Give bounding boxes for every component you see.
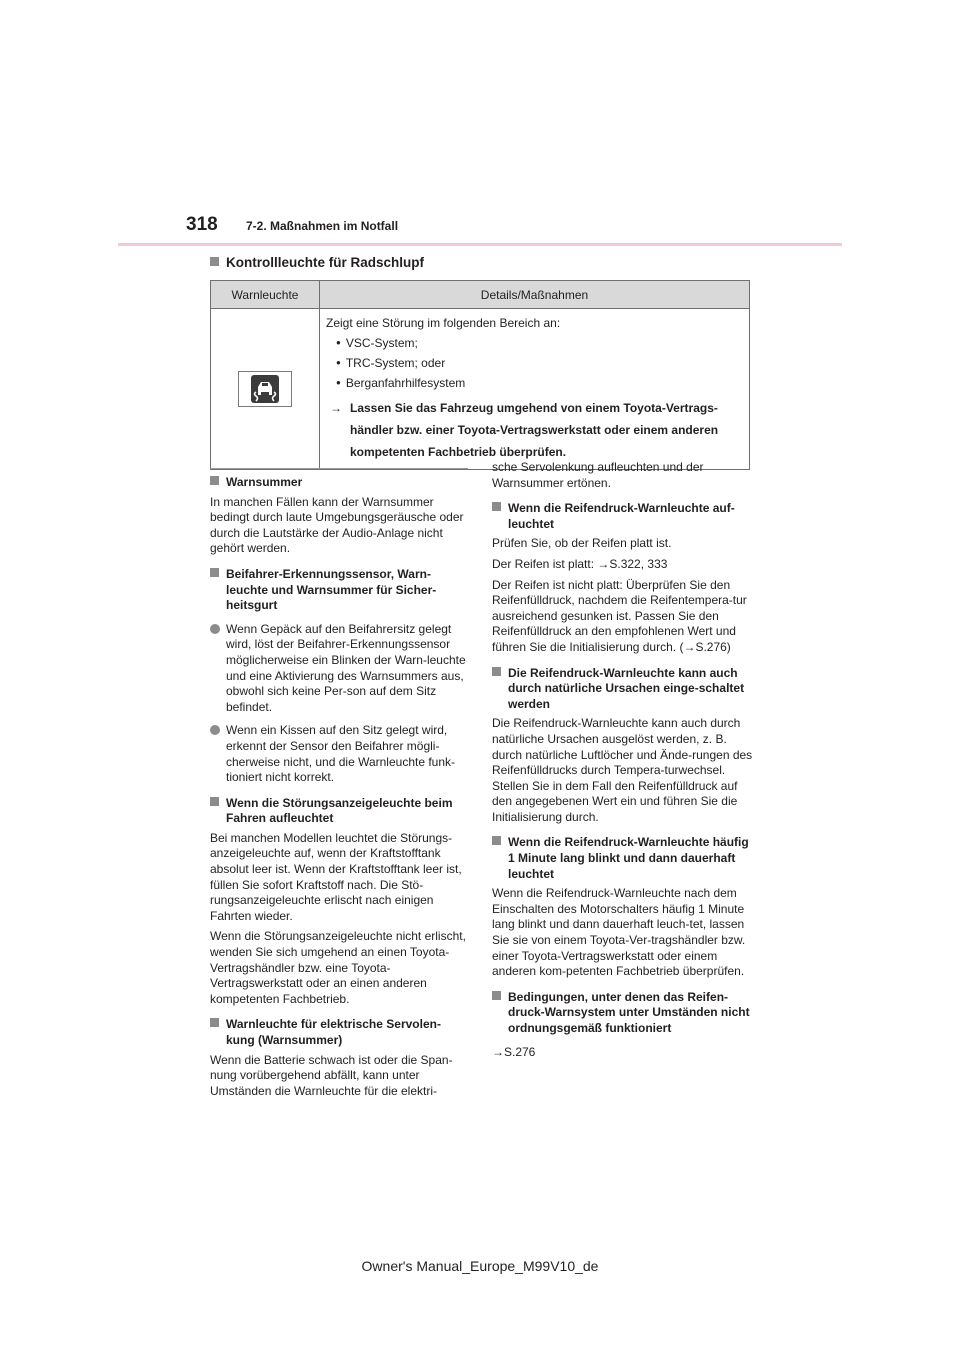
- square-bullet-icon: [492, 991, 501, 1000]
- left-column: [210, 475, 468, 1104]
- section-title: [210, 255, 424, 270]
- table-header-row: [211, 281, 750, 309]
- subheading-text: Bedingungen, unter denen das Reifen-druck-Warnsystem unter Umständen nicht ordnungsgemäß funktioniert: [508, 989, 750, 1035]
- subheading-blink: [492, 835, 754, 882]
- column-divider: [210, 468, 468, 469]
- circle-bullet-icon: [210, 624, 220, 634]
- subheading-text: Wenn die Reifendruck-Warnleuchte auf-leuchtet: [508, 501, 735, 531]
- list-item: ● Berganfahrhilfesystem: [326, 373, 743, 393]
- col-header-warnleuchte: Warnleuchte: [211, 281, 320, 309]
- circle-bullet-icon: [210, 725, 220, 735]
- icon-cell: [211, 309, 320, 470]
- subheading-text: Warnleuchte für elektrische Servolen-kung (Warnsummer): [226, 1017, 441, 1047]
- subheading-bedingungen: [492, 990, 754, 1037]
- paragraph: Wenn die Störungsanzeigeleuchte nicht erlischt, wenden Sie sich umgehend an einen Toyota-Vertragshändler bzw. eine Toyota-Vertragswerkstatt oder an einen anderen kompetenten Fachbetrieb.: [210, 929, 466, 1006]
- warning-light-table: [210, 280, 750, 470]
- paragraph: Die Reifendruck-Warnleuchte kann auch durch natürliche Ursachen ausgelöst werden, z. B. durch natürliche Luftlöcher und Ände-rungen des Reifenfülldrucks durch Tempera-turwechsel. Stellen Sie in dem Fall den Reifenfülldruck auf den angegebenen Wert ein und führen Sie die Initialisierung durch.: [492, 716, 753, 824]
- chapter-title: 7-2. Maßnahmen im Notfall: [246, 219, 399, 233]
- subheading-stoerung: [210, 796, 468, 827]
- subheading-warnsummer: [210, 475, 468, 491]
- header-divider: [118, 243, 842, 246]
- details-intro: Zeigt eine Störung im folgenden Bereich an:: [326, 316, 561, 330]
- list-item: [210, 723, 468, 785]
- square-bullet-icon: [492, 502, 501, 511]
- paragraph: Wenn die Batterie schwach ist oder die Span-nung vorübergehend abfällt, kann unter Umständen die Warnleuchte für die elektri-: [210, 1052, 453, 1098]
- paragraph: Bei manchen Modellen leuchtet die Störungs-anzeigeleuchte auf, wenn der Kraftstofftank absolut leer ist. Wenn der Kraftstofftank leer ist, füllen Sie sofort Kraftstoff nach. Die Stö-rungsanzeigeleuchte erlischt nach einigen Fahrten wieder.: [210, 830, 462, 923]
- subheading-text: Die Reifendruck-Warnleuchte kann auch durch natürliche Ursachen einge-schaltet werden: [508, 665, 745, 711]
- subheading-servo: [210, 1017, 468, 1048]
- footer-text: Owner's Manual_Europe_M99V10_de: [361, 1258, 599, 1274]
- col-header-details: Details/Maßnahmen: [320, 281, 750, 309]
- paragraph: Der Reifen ist nicht platt: Überprüfen Sie den Reifenfülldruck, nachdem die Reifentempera-tur ausreichend gesunken ist. Passen Sie den Reifenfülldruck an den empfohlenen Wert und führen Sie die Initialisierung durch. (→S.276): [492, 577, 747, 654]
- square-bullet-icon: [210, 568, 219, 577]
- square-bullet-icon: [210, 1018, 219, 1027]
- subheading-text: Wenn die Störungsanzeigeleuchte beim Fahren aufleuchtet: [226, 795, 453, 826]
- subheading-reifen: [492, 501, 754, 532]
- list-item-text: Wenn Gepäck auf den Beifahrersitz gelegt wird, löst der Beifahrer-Erkennungssensor möglicherweise ein Blinken der Warn-leuchte und eine Aktivierung des Warnsummers aus, obwohl sich keine Per-son auf dem Sitz befindet.: [226, 621, 466, 714]
- square-bullet-icon: [210, 797, 219, 806]
- square-bullet-icon: [210, 476, 219, 485]
- paragraph: Prüfen Sie, ob der Reifen platt ist.: [492, 536, 672, 551]
- paragraph: Wenn die Reifendruck-Warnleuchte nach dem Einschalten des Motorschalters häufig 1 Minute lang blinkt und dann dauerhaft leuch-tet, lassen Sie sie von einem Toyota-Ver-tragshändler bzw. einer Toyota-Vertragswerkstatt oder einem anderen kom-petenten Fachbetrieb überprüfen.: [492, 886, 746, 979]
- action-text: [326, 397, 743, 463]
- square-bullet-icon: [492, 836, 501, 845]
- list-item: ● TRC-System; oder: [326, 353, 743, 373]
- list-item-text: Wenn ein Kissen auf den Sitz gelegt wird, erkennt der Sensor den Beifahrer mögli-cherweise nicht, und die Warnleuchte funk-tioniert nicht korrekt.: [226, 723, 456, 785]
- action-text-body: Lassen Sie das Fahrzeug umgehend von einem Toyota-Vertrags-händler bzw. einer Toyota-Vertragswerkstatt oder einem anderen kompetenten Fachbetrieb überprüfen.: [350, 401, 719, 459]
- paragraph: sche Servolenkung aufleuchten und der Warnsummer ertönen.: [492, 460, 704, 490]
- page-number: 318: [186, 214, 218, 235]
- paragraph: Der Reifen ist platt: →S.322, 333: [492, 556, 668, 571]
- section-title-text: Kontrollleuchte für Radschlupf: [226, 255, 425, 270]
- arrow-icon: →: [330, 401, 342, 415]
- list-item: ● VSC-System;: [326, 333, 743, 353]
- subheading-natur: [492, 666, 754, 713]
- list-item: [210, 622, 468, 716]
- paragraph: In manchen Fällen kann der Warnsummer bedingt durch laute Umgebungsgeräusche oder durch die Lautstärke der Audio-Anlage nicht gehört werden.: [210, 494, 464, 556]
- subheading-beifahrer: [210, 567, 468, 614]
- cross-reference: →S.276: [492, 1044, 536, 1059]
- subheading-text: Wenn die Reifendruck-Warnleuchte häufig 1 Minute lang blinkt und dann dauerhaft leuchtet: [508, 835, 749, 881]
- right-column: [492, 460, 754, 1065]
- square-bullet-icon: [210, 257, 219, 266]
- details-cell: [320, 309, 750, 470]
- square-bullet-icon: [492, 667, 501, 676]
- subheading-text: Warnsummer: [226, 475, 303, 489]
- table-row: [211, 309, 750, 470]
- slip-indicator-icon: [238, 371, 292, 407]
- subheading-text: Beifahrer-Erkennungssensor, Warn-leuchte und Warnsummer für Sicher-heitsgurt: [226, 566, 437, 613]
